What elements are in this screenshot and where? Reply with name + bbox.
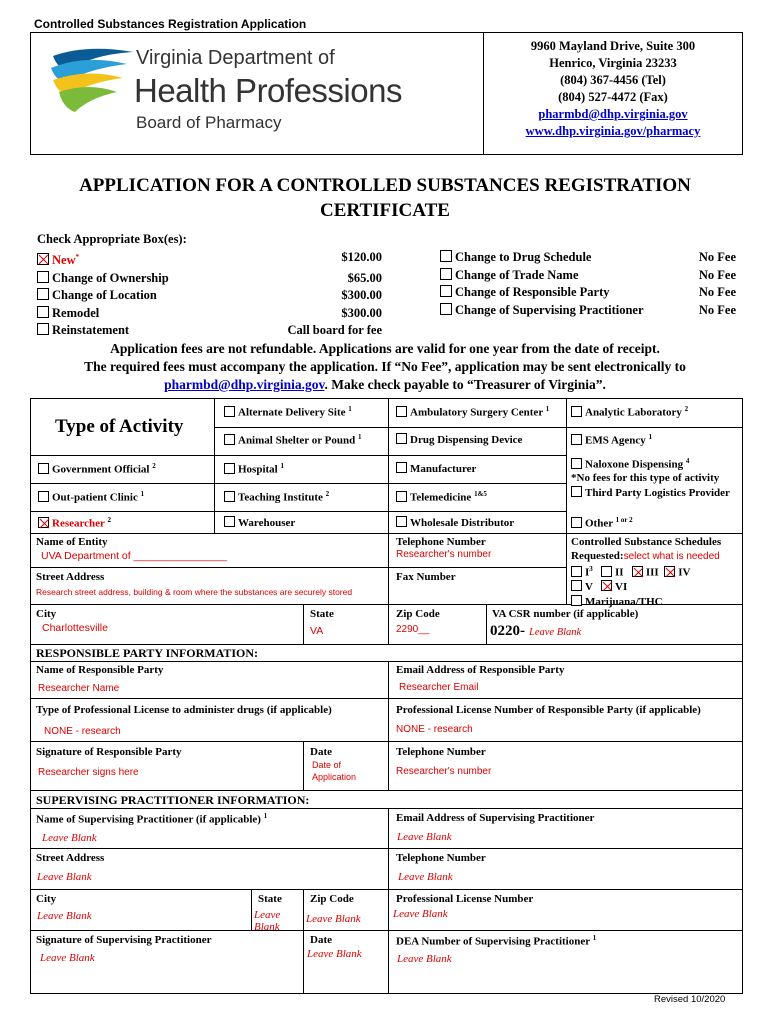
fee-notice: Application fees are not refundable. Applications are valid for one year from the date of receipt. The required fees must accompany the application. If “No Fee”, application may be sent electronically to pharmbd@dhp.virginia.gov. Make check payable to “Treasurer of Virginia”. [84,341,686,392]
sup-zip-label: Zip Code [310,893,354,905]
animal-checkbox[interactable] [224,434,235,445]
activity-wholesale: Wholesale Distributor [396,516,514,529]
entity-zip-label: Zip Code [396,608,440,620]
activity-drug-dispensing: Drug Dispensing Device [396,433,522,446]
naloxone-note: *No fees for this type of activity [571,472,720,485]
sup-phone-label: Telephone Number [396,852,486,864]
new-checkbox[interactable] [37,253,49,265]
options-left [37,249,382,340]
warehouser-checkbox[interactable] [224,516,235,527]
resp-license-no-value[interactable]: NONE - research [396,724,473,735]
sup-dea-label: DEA Number of Supervising Practitioner $^1$ [396,934,597,948]
activity-teaching: Teaching Institute $^2$ [224,490,329,504]
responsible-section-title: RESPONSIBLE PARTY INFORMATION: [36,646,259,660]
sup-dea-value[interactable]: Leave Blank [397,953,452,965]
sup-state-label: State [258,893,282,905]
sup-sig-value[interactable]: Leave Blank [40,952,95,964]
address-tel: (804) 367-4456 (Tel) [560,73,666,87]
entity-fax-label: Fax Number [396,571,456,583]
csr-label: VA CSR number (if applicable) [492,608,639,620]
schedule-VI-checkbox[interactable] [601,580,612,591]
analytic-checkbox[interactable] [571,406,582,417]
agency-line1: Virginia Department of [136,47,335,69]
sup-street-label: Street Address [36,852,105,864]
option-fee: $120.00 [341,250,382,264]
address-fax: (804) 527-4472 (Fax) [558,90,668,104]
government-checkbox[interactable] [38,463,49,474]
entity-phone-value[interactable]: Researcher's number [396,549,492,560]
resp-sig-label: Signature of Responsible Party [36,746,182,758]
agency-line3: Board of Pharmacy [136,113,282,132]
activity-manufacturer: Manufacturer [396,462,476,475]
change-location-checkbox[interactable] [37,288,49,300]
sup-zip-value[interactable]: Leave Blank [306,913,361,925]
schedule-I-checkbox[interactable] [571,566,582,577]
entity-street-label: Street Address [36,571,105,583]
entity-phone-label: Telephone Number [396,536,486,548]
entity-city-label: City [36,608,57,620]
title-line1: APPLICATION FOR A CONTROLLED SUBSTANCES REGISTRATION [79,175,691,196]
option-remodel: Remodel $300.00 [37,305,382,323]
entity-name-label: Name of Entity [36,536,108,548]
change-responsible-checkbox[interactable] [440,285,452,297]
schedules-block: Controlled Substance Schedules Requested:select what is needed $I^3$ II III IV V VI Marijuana/THC [571,536,722,608]
activity-title: Type of Activity [55,416,184,437]
sup-city-value[interactable]: Leave Blank [37,910,92,922]
address-block [484,38,742,140]
resp-license-type-value[interactable]: NONE - research [44,726,121,737]
sup-name-value[interactable]: Leave Blank [42,832,97,844]
option-label: New [52,253,76,268]
sup-state-value[interactable]: Leave Blank [254,909,281,933]
resp-email-label: Email Address of Responsible Party [396,664,565,676]
researcher-checkbox[interactable] [38,517,49,528]
website-link[interactable]: www.dhp.virginia.gov/pharmacy [525,124,701,138]
manufacturer-checkbox[interactable] [396,462,407,473]
activity-warehouser: Warehouser [224,516,295,529]
tpl-checkbox[interactable] [571,486,582,497]
entity-city-value[interactable]: Charlottesville [42,622,108,634]
sup-date-value[interactable]: Leave Blank [307,948,362,960]
sup-email-value[interactable]: Leave Blank [397,831,452,843]
entity-street-value[interactable]: Research street address, building & room where the substances are securely stored [36,587,353,597]
activity-animal: Animal Shelter or Pound $^1$ [224,433,362,447]
activity-other: Other $^{1 or 2}$ [571,516,633,530]
resp-phone-label: Telephone Number [396,746,486,758]
sup-street-value[interactable]: Leave Blank [37,871,92,883]
change-schedule-checkbox[interactable] [440,250,452,262]
hospital-checkbox[interactable] [224,463,235,474]
drug-dispensing-checkbox[interactable] [396,433,407,444]
entity-name-value[interactable]: UVA Department of ________________ [41,550,228,562]
option-change-ownership: Change of Ownership $65.00 [37,270,382,288]
tpl-label: Third Party Logistics Provider [585,486,730,499]
telemedicine-checkbox[interactable] [396,491,407,502]
activity-government: Government Official $^2$ [38,462,156,476]
sup-name-label: Name of Supervising Practitioner (if applicable) $^1$ [36,812,268,826]
resp-email-value[interactable]: Researcher Email [399,682,479,693]
csr-field[interactable]: 0220- Leave Blank [490,623,582,639]
address-city: Henrico, Virginia 23233 [549,56,677,70]
ems-checkbox[interactable] [571,434,582,445]
sup-email-label: Email Address of Supervising Practitioner [396,812,595,824]
activity-ambulatory: Ambulatory Surgery Center $^1$ [396,405,549,419]
sup-license-label: Professional License Number [396,893,534,905]
entity-state-value[interactable]: VA [310,625,324,637]
page-title [0,173,770,223]
dhp-logo-icon [47,46,135,116]
change-ownership-checkbox[interactable] [37,271,49,283]
form-header-label: Controlled Substances Registration Application [34,17,307,31]
resp-license-no-label: Professional License Number of Responsible Party (if applicable) [396,704,701,716]
activity-researcher: Researcher $^2$ [38,516,111,530]
marijuana-checkbox[interactable] [571,595,582,606]
option-change-location: Change of Location $300.00 [37,287,382,305]
activity-telemedicine: Telemedicine $^{1\&5}$ [396,490,487,504]
resp-phone-value[interactable]: Researcher's number [396,766,492,777]
sup-sig-label: Signature of Supervising Practitioner [36,934,212,946]
resp-license-type-label: Type of Professional License to administer drugs (if applicable) [36,704,332,716]
outpatient-checkbox[interactable] [38,491,49,502]
supervising-section-title: SUPERVISING PRACTITIONER INFORMATION: [36,793,310,807]
resp-name-label: Name of Responsible Party [36,664,164,676]
email-link[interactable]: pharmbd@dhp.virginia.gov [538,107,688,121]
activity-analytic: Analytic Laboratory $^2$ [571,405,688,419]
activity-ems: EMS Agency $^1$ [571,433,652,447]
alt-delivery-checkbox[interactable] [224,406,235,417]
sup-license-value[interactable]: Leave Blank [393,908,448,920]
resp-date-label: Date [310,746,332,758]
option-reinstatement: Reinstatement Call board for fee [37,322,382,340]
option-new: New* $120.00 [37,249,382,270]
sup-phone-value[interactable]: Leave Blank [398,871,453,883]
ambulatory-checkbox[interactable] [396,406,407,417]
reinstatement-checkbox[interactable] [37,323,49,335]
teaching-checkbox[interactable] [224,491,235,502]
resp-name-value[interactable]: Researcher Name [38,683,120,694]
schedule-II-checkbox[interactable] [601,566,612,577]
schedule-IV-checkbox[interactable] [664,566,675,577]
options-right: Change to Drug Schedule No Fee Change of Trade Name No Fee Change of Responsible Party No Fee Change of Supervising Practitioner No Fee [440,249,736,319]
resp-date-value[interactable]: Date of Application [312,760,357,782]
resp-sig-value[interactable]: Researcher signs here [38,767,139,778]
naloxone-checkbox[interactable] [571,458,582,469]
other-checkbox[interactable] [571,517,582,528]
remodel-checkbox[interactable] [37,306,49,318]
change-supervising-checkbox[interactable] [440,303,452,315]
address-street: 9960 Mayland Drive, Suite 300 [530,39,696,53]
revised-date: Revised 10/2020 [654,994,726,1005]
activity-outpatient: Out-patient Clinic $^1$ [38,490,144,504]
notice-email-link[interactable]: pharmbd@dhp.virginia.gov [164,377,325,392]
sup-date-label: Date [310,934,332,946]
check-label: Check Appropriate Box(es): [37,232,187,246]
activity-naloxone: Naloxone Dispensing $^4$ *No fees for this type of activity Third Party Logistics Provider [571,455,739,500]
entity-zip-value[interactable]: 2290__ [396,624,430,635]
schedule-V-checkbox[interactable] [571,580,582,591]
activity-hospital: Hospital $^1$ [224,462,284,476]
sup-city-label: City [36,893,57,905]
wholesale-checkbox[interactable] [396,516,407,527]
entity-state-label: State [310,608,334,620]
activity-alt-delivery: Alternate Delivery Site $^1$ [224,405,352,419]
title-line2: CERTIFICATE [320,200,450,221]
agency-line2: Health Professions [134,72,402,109]
change-trade-name-checkbox[interactable] [440,268,452,280]
schedule-III-checkbox[interactable] [632,566,643,577]
